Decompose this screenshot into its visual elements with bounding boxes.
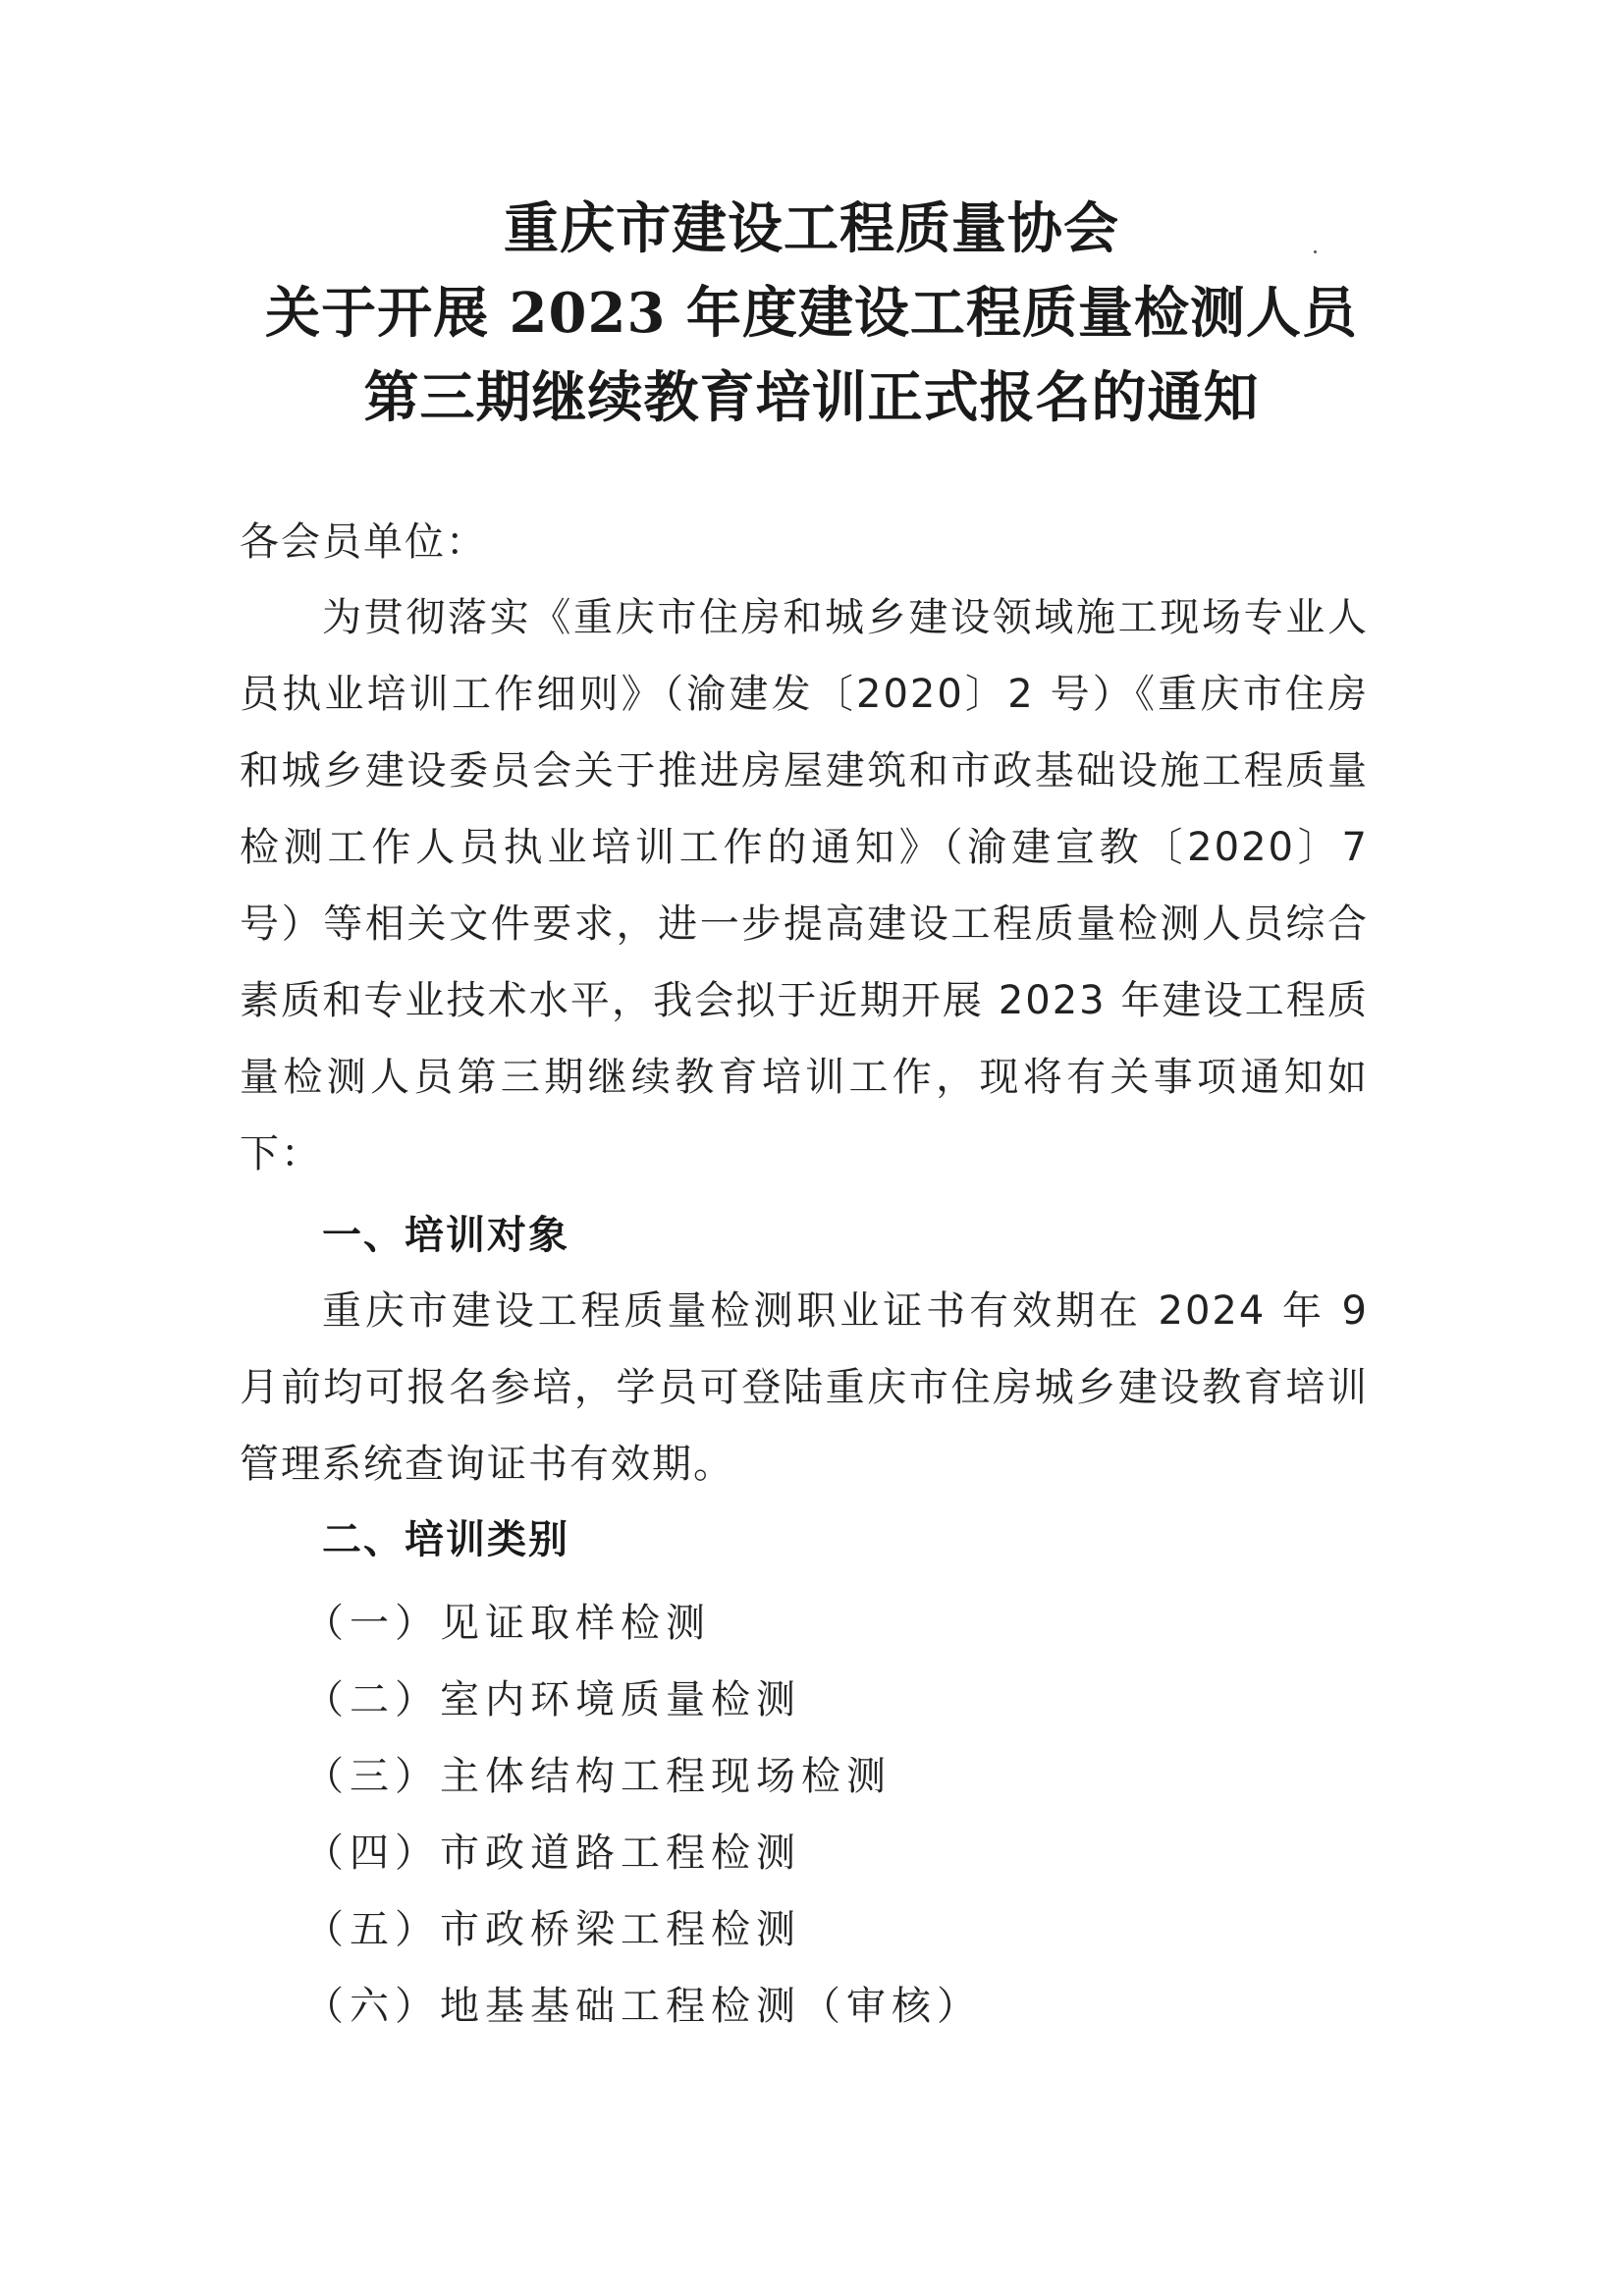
title-line-subject: 关于开展 2023 年度建设工程质量检测人员 [265,281,1358,346]
section-heading-training-category: 二、培训类别 [322,1517,569,1562]
training-category-list [304,1585,982,2045]
intro-paragraph: 为贯彻落实《重庆市住房和城乡建设领域施工现场专业人员执业培训工作细则》（渝建发〔2020〕2 号）《重庆市住房和城乡建设委员会关于推进房屋建筑和市政基础设施工程质量检测工作人员执业培训工作的通知》（渝建宣教〔2020〕7 号）等相关文件要求，进一步提高建设工程质量检测人员综合素质和专业技术水平，我会拟于近期开展 2023 年建设工程质量检测人员第三期继续教育培训工作，现将有关事项通知如下： [240,595,1369,1176]
category-item-main-structure: （三）主体结构工程现场检测 [304,1754,892,1799]
salutation: 各会员单位： [240,519,487,565]
scan-speck [1314,250,1317,253]
training-target-paragraph: 重庆市建设工程质量检测职业证书有效期在 2024 年 9 月前均可报名参培，学员可登陆重庆市住房城乡建设教育培训管理系统查询证书有效期。 [240,1288,1369,1487]
category-item-municipal-road: （四）市政道路工程检测 [304,1831,801,1876]
section-heading-training-target: 一、培训对象 [322,1213,569,1258]
category-item-foundation: （六）地基基础工程检测（审核） [304,1984,982,2029]
category-item-indoor-environment: （二）室内环境质量检测 [304,1677,801,1722]
document-title [0,187,1623,440]
category-item-witness-sampling: （一）见证取样检测 [304,1601,711,1646]
title-line-organization: 重庆市建设工程质量协会 [504,196,1119,261]
title-line-notice: 第三期继续教育培训正式报名的通知 [363,365,1260,430]
category-item-municipal-bridge: （五）市政桥梁工程检测 [304,1907,801,1952]
